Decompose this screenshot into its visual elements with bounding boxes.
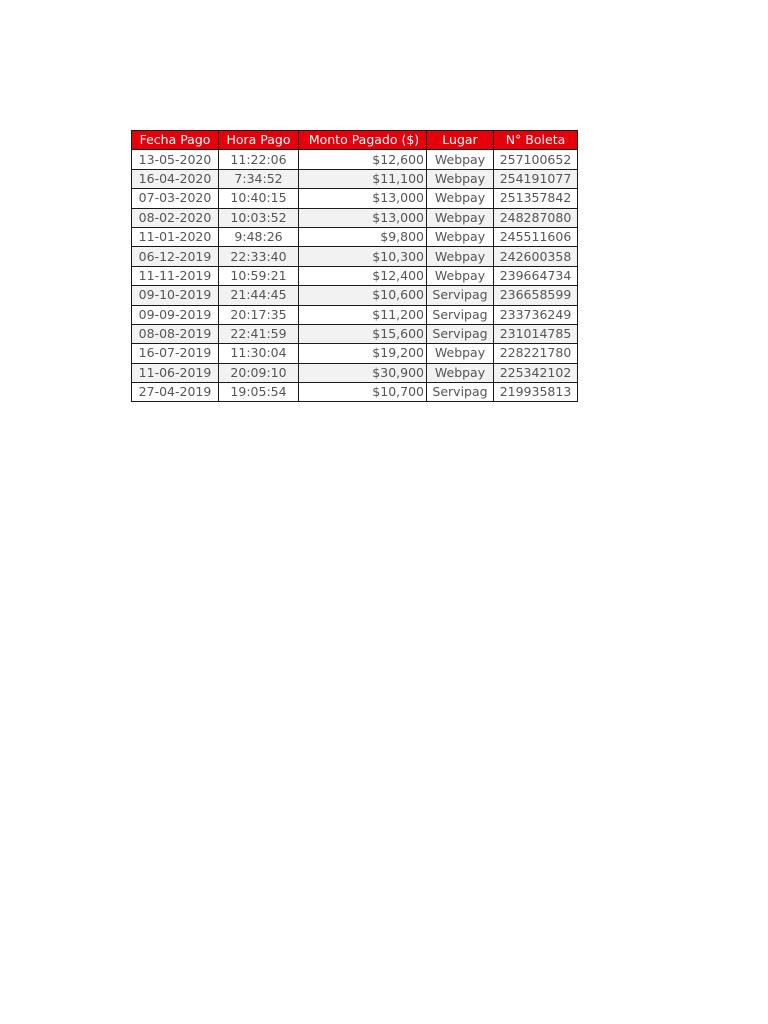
- cell-numero-boleta: 248287080: [494, 208, 578, 227]
- cell-monto-pagado: $15,600: [299, 324, 427, 343]
- table-row: [132, 305, 578, 324]
- cell-lugar: Webpay: [427, 150, 494, 169]
- cell-lugar: Webpay: [427, 189, 494, 208]
- cell-lugar: Servipag: [427, 383, 494, 402]
- cell-monto-pagado: $12,400: [299, 266, 427, 285]
- cell-lugar: Servipag: [427, 286, 494, 305]
- cell-lugar: Webpay: [427, 247, 494, 266]
- cell-lugar: Webpay: [427, 266, 494, 285]
- cell-hora-pago: 20:17:35: [219, 305, 299, 324]
- cell-fecha-pago: 09-10-2019: [132, 286, 219, 305]
- cell-monto-pagado: $9,800: [299, 227, 427, 246]
- cell-hora-pago: 11:30:04: [219, 344, 299, 363]
- cell-numero-boleta: 242600358: [494, 247, 578, 266]
- cell-fecha-pago: 11-11-2019: [132, 266, 219, 285]
- cell-monto-pagado: $10,600: [299, 286, 427, 305]
- cell-hora-pago: 20:09:10: [219, 363, 299, 382]
- cell-lugar: Servipag: [427, 324, 494, 343]
- table-row: [132, 286, 578, 305]
- cell-fecha-pago: 08-02-2020: [132, 208, 219, 227]
- cell-monto-pagado: $10,300: [299, 247, 427, 266]
- header-fecha-pago: Fecha Pago: [132, 131, 219, 150]
- cell-lugar: Servipag: [427, 305, 494, 324]
- cell-numero-boleta: 231014785: [494, 324, 578, 343]
- table-row: [132, 227, 578, 246]
- header-hora-pago: Hora Pago: [219, 131, 299, 150]
- cell-monto-pagado: $11,100: [299, 169, 427, 188]
- table-row: [132, 324, 578, 343]
- cell-numero-boleta: 245511606: [494, 227, 578, 246]
- cell-hora-pago: 7:34:52: [219, 169, 299, 188]
- cell-numero-boleta: 257100652: [494, 150, 578, 169]
- cell-hora-pago: 10:40:15: [219, 189, 299, 208]
- cell-monto-pagado: $12,600: [299, 150, 427, 169]
- table-row: [132, 363, 578, 382]
- cell-fecha-pago: 11-06-2019: [132, 363, 219, 382]
- cell-fecha-pago: 13-05-2020: [132, 150, 219, 169]
- cell-numero-boleta: 251357842: [494, 189, 578, 208]
- cell-lugar: Webpay: [427, 169, 494, 188]
- cell-numero-boleta: 233736249: [494, 305, 578, 324]
- table-row: [132, 169, 578, 188]
- table-row: [132, 150, 578, 169]
- cell-numero-boleta: 254191077: [494, 169, 578, 188]
- cell-monto-pagado: $19,200: [299, 344, 427, 363]
- cell-fecha-pago: 16-04-2020: [132, 169, 219, 188]
- cell-numero-boleta: 219935813: [494, 383, 578, 402]
- cell-lugar: Webpay: [427, 227, 494, 246]
- cell-lugar: Webpay: [427, 208, 494, 227]
- cell-hora-pago: 10:59:21: [219, 266, 299, 285]
- cell-fecha-pago: 08-08-2019: [132, 324, 219, 343]
- payments-table: [131, 130, 578, 402]
- header-monto-pagado: Monto Pagado ($): [299, 131, 427, 150]
- table-row: [132, 344, 578, 363]
- cell-fecha-pago: 06-12-2019: [132, 247, 219, 266]
- cell-fecha-pago: 07-03-2020: [132, 189, 219, 208]
- table-row: [132, 383, 578, 402]
- cell-monto-pagado: $11,200: [299, 305, 427, 324]
- cell-hora-pago: 22:33:40: [219, 247, 299, 266]
- cell-fecha-pago: 16-07-2019: [132, 344, 219, 363]
- table-row: [132, 247, 578, 266]
- cell-hora-pago: 22:41:59: [219, 324, 299, 343]
- cell-lugar: Webpay: [427, 363, 494, 382]
- cell-monto-pagado: $13,000: [299, 208, 427, 227]
- cell-hora-pago: 21:44:45: [219, 286, 299, 305]
- cell-hora-pago: 10:03:52: [219, 208, 299, 227]
- cell-numero-boleta: 228221780: [494, 344, 578, 363]
- cell-hora-pago: 11:22:06: [219, 150, 299, 169]
- table-row: [132, 208, 578, 227]
- table-row: [132, 189, 578, 208]
- table-row: [132, 266, 578, 285]
- cell-hora-pago: 9:48:26: [219, 227, 299, 246]
- cell-monto-pagado: $13,000: [299, 189, 427, 208]
- cell-monto-pagado: $10,700: [299, 383, 427, 402]
- cell-fecha-pago: 27-04-2019: [132, 383, 219, 402]
- cell-fecha-pago: 09-09-2019: [132, 305, 219, 324]
- cell-numero-boleta: 236658599: [494, 286, 578, 305]
- cell-monto-pagado: $30,900: [299, 363, 427, 382]
- header-lugar: Lugar: [427, 131, 494, 150]
- header-numero-boleta: N° Boleta: [494, 131, 578, 150]
- cell-lugar: Webpay: [427, 344, 494, 363]
- cell-numero-boleta: 225342102: [494, 363, 578, 382]
- cell-fecha-pago: 11-01-2020: [132, 227, 219, 246]
- cell-numero-boleta: 239664734: [494, 266, 578, 285]
- cell-hora-pago: 19:05:54: [219, 383, 299, 402]
- table-header-row: [132, 131, 578, 150]
